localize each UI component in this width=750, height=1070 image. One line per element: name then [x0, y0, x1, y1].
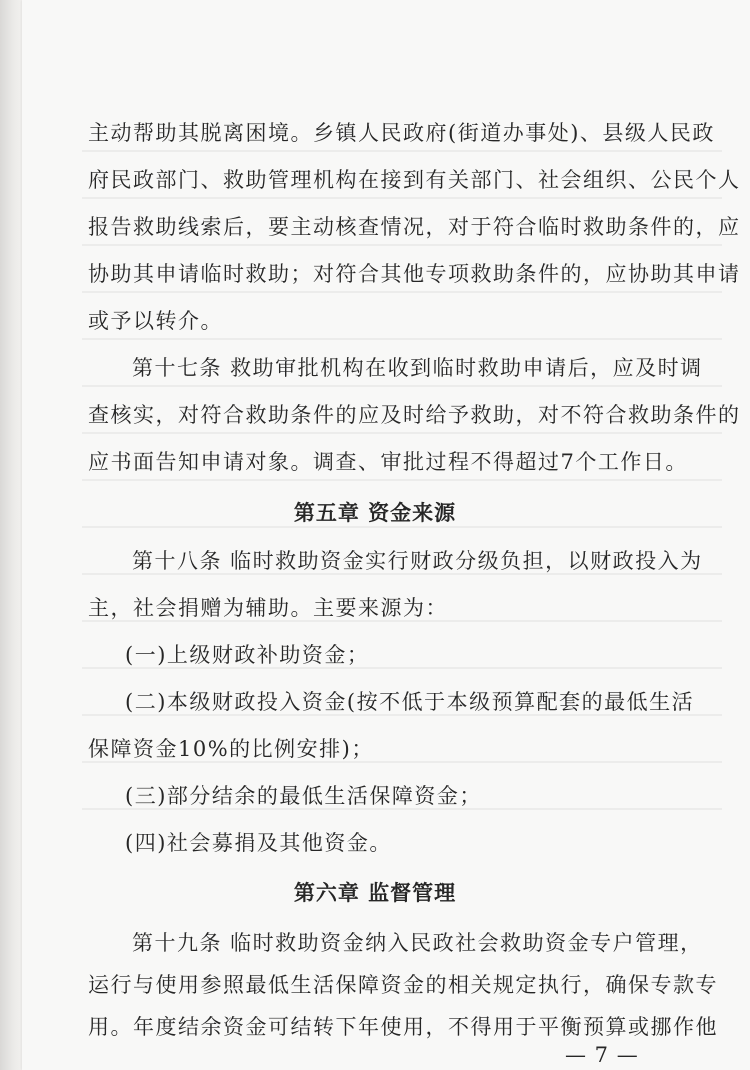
chapter-heading: 第五章 资金来源	[293, 501, 457, 525]
binding-edge	[0, 0, 22, 1070]
page-number: — 7 —	[565, 1043, 639, 1067]
text-line: 主，社会捐赠为辅助。主要来源为：	[88, 596, 448, 620]
list-item: (一)上级财政补助资金；	[125, 643, 370, 667]
text-line: 主动帮助其脱离困境。乡镇人民政府(街道办事处)、县级人民政	[88, 121, 715, 145]
text-line: 第十九条 临时救助资金纳入民政社会救助资金专户管理，	[132, 931, 703, 955]
text-line: 协助其申请临时救助；对符合其他专项救助条件的，应协助其申请	[88, 262, 741, 286]
text-line: 府民政部门、救助管理机构在接到有关部门、社会组织、公民个人	[88, 168, 741, 192]
text-line: 报告救助线索后，要主动核查情况，对于符合临时救助条件的，应	[88, 215, 741, 239]
text-line: 第十七条 救助审批机构在收到临时救助申请后，应及时调	[132, 356, 703, 380]
text-line: 查核实，对符合救助条件的应及时给予救助，对不符合救助条件的	[88, 403, 741, 427]
text-line: 用。年度结余资金可结转下年使用，不得用于平衡预算或挪作他	[88, 1015, 718, 1039]
list-item: (四)社会募捐及其他资金。	[125, 831, 392, 855]
text-line: 应书面告知申请对象。调查、审批过程不得超过7个工作日。	[88, 450, 688, 474]
document-page	[22, 0, 750, 1070]
text-line: 或予以转介。	[88, 309, 223, 333]
list-item: (二)本级财政投入资金(按不低于本级预算配套的最低生活	[125, 690, 695, 714]
list-item: (三)部分结余的最低生活保障资金；	[125, 784, 482, 808]
chapter-heading: 第六章 监督管理	[293, 881, 457, 905]
text-line: 保障资金10%的比例安排)；	[88, 737, 374, 761]
text-line: 运行与使用参照最低生活保障资金的相关规定执行，确保专款专	[88, 973, 718, 997]
text-line: 第十八条 临时救助资金实行财政分级负担，以财政投入为	[132, 549, 703, 573]
